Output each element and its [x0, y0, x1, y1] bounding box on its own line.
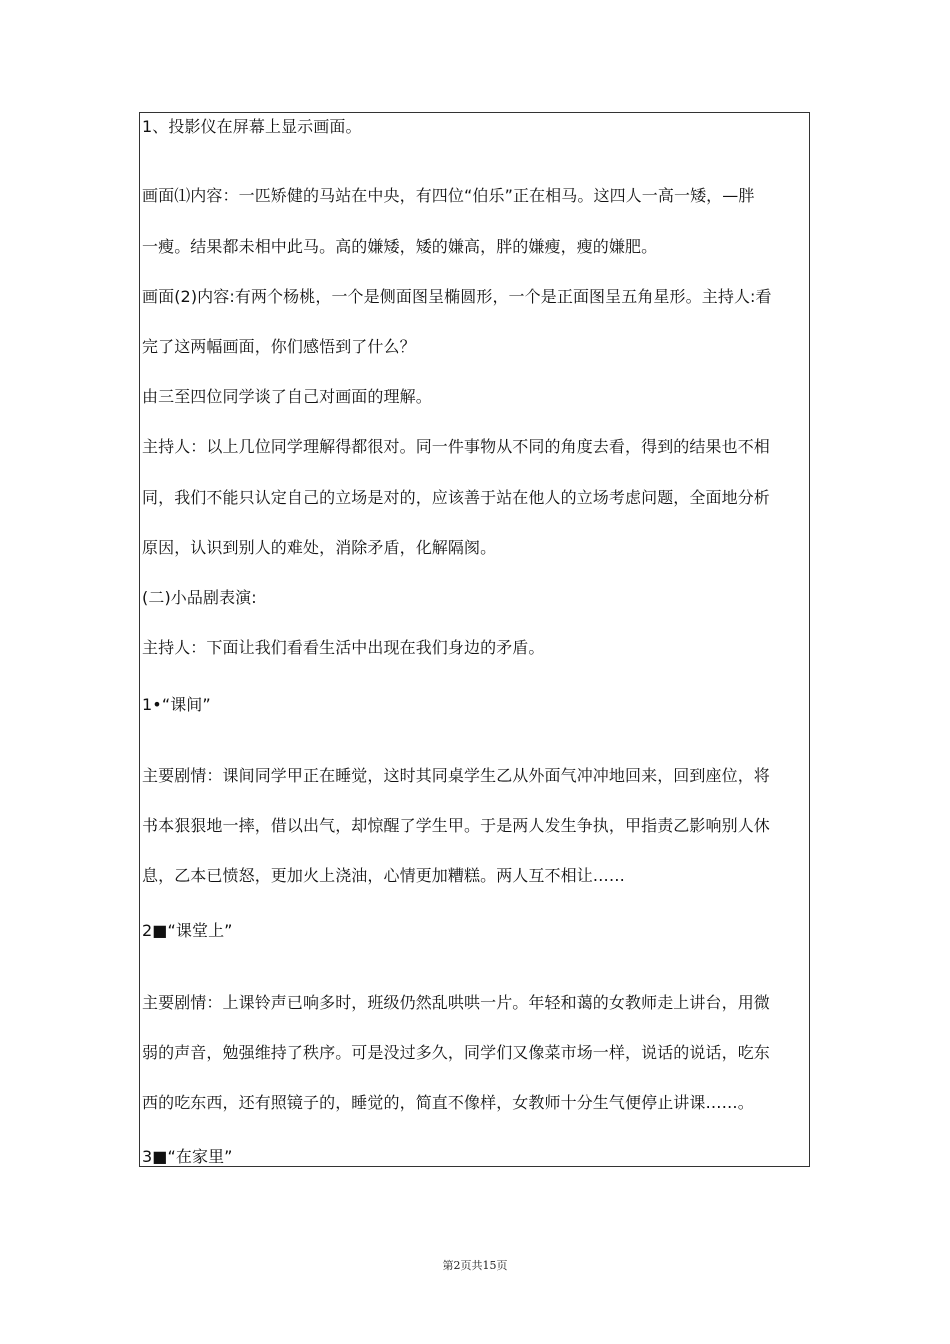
text-line: 画面⑴内容：一匹矫健的马站在中央，有四位“伯乐”正在相马。这四人一高一矮，—胖 [142, 186, 755, 205]
text-line: 息，乙本已愤怒，更加火上浇油，心情更加糟糕。两人互不相让…… [142, 866, 626, 885]
text-line: 一瘦。结果都未相中此马。高的嫌矮，矮的嫌高，胖的嫌瘦，瘦的嫌肥。 [142, 237, 658, 256]
sketch-title: 3■“在家里” [142, 1147, 233, 1166]
sketch-title: 1•“课间” [142, 695, 211, 714]
text-line: 完了这两幅画面，你们感悟到了什么？ [142, 337, 416, 356]
text-line: 西的吃东西，还有照镜子的，睡觉的，简直不像样，女教师十分生气便停止讲课……。 [142, 1093, 754, 1112]
text-line: 主要剧情：上课铃声已响多时，班级仍然乱哄哄一片。年轻和蔼的女教师走上讲台，用微 [142, 993, 770, 1012]
text-line: 原因，认识到别人的难处，消除矛盾，化解隔阂。 [142, 538, 497, 557]
text-line: 主持人：以上几位同学理解得都很对。同一件事物从不同的角度去看，得到的结果也不相 [142, 437, 770, 456]
text-line: 由三至四位同学谈了自己对画面的理解。 [142, 387, 432, 406]
text-line: 主持人：下面让我们看看生活中出现在我们身边的矛盾。 [142, 638, 545, 657]
page-number: 第2页共15页 [442, 1259, 508, 1272]
text-line: 书本狠狠地一摔，借以出气，却惊醒了学生甲。于是两人发生争执，甲指责乙影响别人休 [142, 816, 770, 835]
section-heading: (二)小品剧表演: [142, 588, 257, 607]
text-line: 1、投影仪在屏幕上显示画面。 [142, 117, 362, 136]
text-line: 同，我们不能只认定自己的立场是对的，应该善于站在他人的立场考虑问题，全面地分析 [142, 488, 770, 507]
text-line: 主要剧情：课间同学甲正在睡觉，这时其同桌学生乙从外面气冲冲地回来，回到座位，将 [142, 766, 770, 785]
sketch-title: 2■“课堂上” [142, 921, 233, 940]
text-line: 弱的声音，勉强维持了秩序。可是没过多久，同学们又像菜市场一样，说话的说话，吃东 [142, 1043, 770, 1062]
text-line: 画面(2)内容:有两个杨桃，一个是侧面图呈椭圆形，一个是正面图呈五角星形。主持人:看 [142, 287, 772, 306]
